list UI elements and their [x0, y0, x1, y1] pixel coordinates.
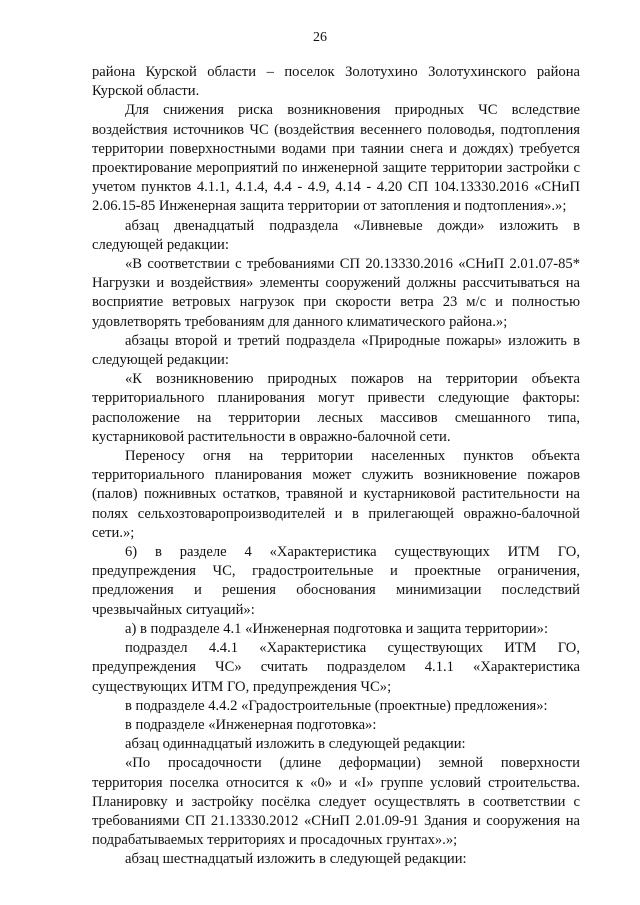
paragraph: абзацы второй и третий подраздела «Природные пожары» изложить в следующей редакции: [92, 332, 580, 369]
paragraph: «По просадочности (длине деформации) земной поверхности территория поселка относится к «0» и «I» группе условий строительства. Планировку и застройку посёлка следует осуществлять в соответствии с требованиями СП 21.13330.2012 «СНиП 2.01.09-91 Здания и сооружения на подрабатываемых территориях и просадочных грунтах».»; [92, 755, 580, 849]
document-body [92, 63, 580, 870]
page-number: 26 [313, 30, 327, 45]
paragraph: Для снижения риска возникновения природных ЧС вследствие воздействия источников ЧС (воздействия весеннего половодья, подтопления территории поверхностными водами при таянии снега и дождях) требуется проектирование мероприятий по инженерной защите территории застройки с учетом пунктов 4.1.1, 4.1.4, 4.4 - 4.9, 4.14 - 4.20 СП 104.13330.2016 «СНиП 2.06.15-85 Инженерная защита территории от затопления и подтопления».»; [92, 102, 580, 215]
paragraph: абзац шестнадцатый изложить в следующей редакции: [125, 851, 467, 868]
paragraph: района Курской области – поселок Золотухино Золотухинского района Курской области. [92, 64, 580, 100]
paragraph: Переносу огня на территории населенных пунктов объекта территориального планирования может служить возникновение пожаров (палов) пожнивных остатков, травяной и кустарниковой растительности на полях сельхозтоваропроизводителей и в прилегающей овражно-балочной сети.»; [92, 448, 580, 541]
paragraph: «В соответствии с требованиями СП 20.13330.2016 «СНиП 2.01.07-85* Нагрузки и воздействия» элементы сооружений должны рассчитываться на восприятие ветровых нагрузок при скорости ветра 23 м/с и полностью удовлетворять требованиям для данного климатического района.»; [92, 256, 580, 330]
paragraph: «К возникновению природных пожаров на территории объекта территориального планирования могут привести следующие факторы: расположение на территории лесных массивов смешанного типа, кустарниковой растительности в овражно-балочной сети. [92, 371, 580, 445]
paragraph: а) в подразделе 4.1 «Инженерная подготовка и защита территории»: [125, 620, 549, 637]
paragraph: абзац двенадцатый подраздела «Ливневые дожди» изложить в следующей редакции: [92, 217, 580, 253]
paragraph: 6) в разделе 4 «Характеристика существующих ИТМ ГО, предупреждения ЧС, градостроительные и проектные ограничения, предложения и решения обоснования минимизации последствий чрезвычайных ситуаций»: [92, 544, 580, 618]
paragraph: в подразделе «Инженерная подготовка»: [125, 716, 377, 733]
paragraph: в подразделе 4.4.2 «Градостроительные (проектные) предложения»: [125, 697, 548, 714]
paragraph: абзац одиннадцатый изложить в следующей редакции: [125, 736, 466, 753]
paragraph: подраздел 4.4.1 «Характеристика существующих ИТМ ГО, предупреждения ЧС» считать подразделом 4.1.1 «Характеристика существующих ИТМ ГО, предупреждения ЧС»; [92, 640, 580, 695]
